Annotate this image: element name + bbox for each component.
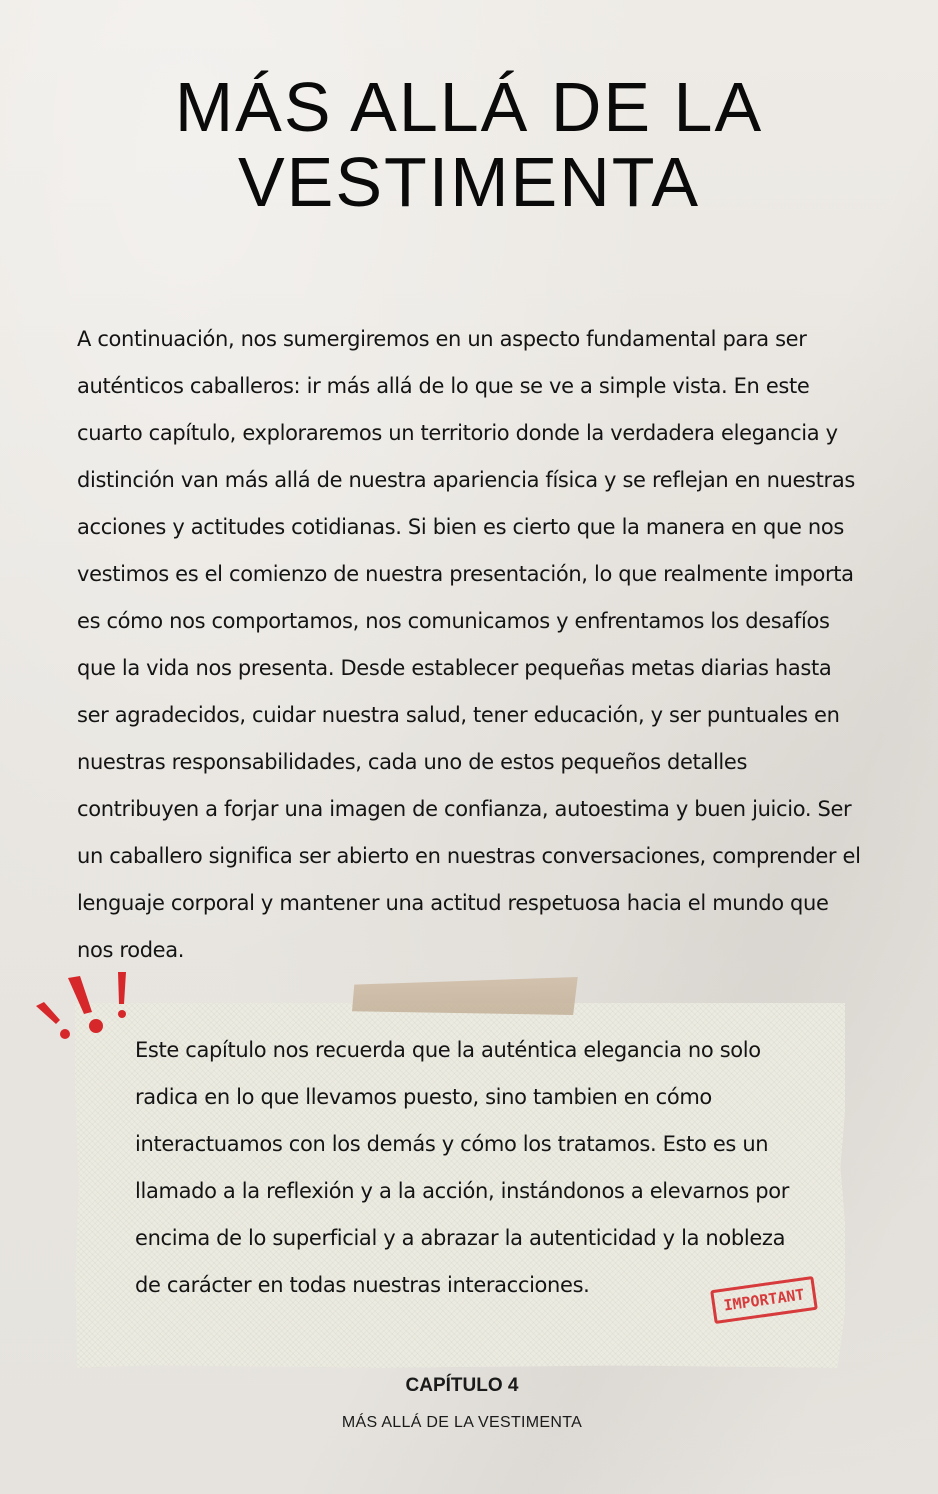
intro-paragraph: A continuación, nos sumergiremos en un aspecto fundamental para ser auténticos caballeros: ir más allá de lo que se ve a simple vista. En este cuarto capítulo, exploraremos un territorio donde la verdadera elegancia y distinción van más allá de nuestra apariencia física y se reflejan en nuestras acciones y actitudes cotidianas. Si bien es cierto que la manera en que nos vestimos es el comienzo de nuestra presentación, lo que realmente importa es cómo nos comportamos, nos comunicamos y enfrentamos los desafíos que la vida nos presenta. Desde establecer pequeñas metas diarias hasta ser agradecidos, cuidar nuestra salud, tener educación, y ser puntuales en nuestras responsabilidades, cada uno de estos pequeños detalles contribuyen a forjar una imagen de confianza, autoestima y buen juicio. Ser un caballero significa ser abierto en nuestras conversaciones, comprender el lenguaje corporal y mantener una actitud respetuosa hacia el mundo que nos rodea. [77,327,861,962]
note-text: Este capítulo nos recuerda que la auténtica elegancia no solo radica en lo que llevamos puesto, sino tambien en cómo interactuamos con los demás y cómo los tratamos. Esto es un llamado a la reflexión y a la acción, instándonos a elevarnos por encima de lo superficial y a abrazar la autenticidad y la nobleza de carácter en todas nuestras interacciones. [135,1038,789,1297]
important-stamp: IMPORTANT [710,1276,818,1324]
page-title [0,70,938,220]
page-title-line-2: VESTIMENTA [237,143,701,221]
chapter-label: CAPÍTULO 4 [405,1375,519,1396]
exclamation-marks-icon [30,968,140,1048]
page-title-line-1: MÁS ALLÁ DE LA [174,68,764,146]
tape-strip [352,977,580,1015]
chapter-subtitle: MÁS ALLÁ DE LA VESTIMENTA [341,1414,583,1431]
